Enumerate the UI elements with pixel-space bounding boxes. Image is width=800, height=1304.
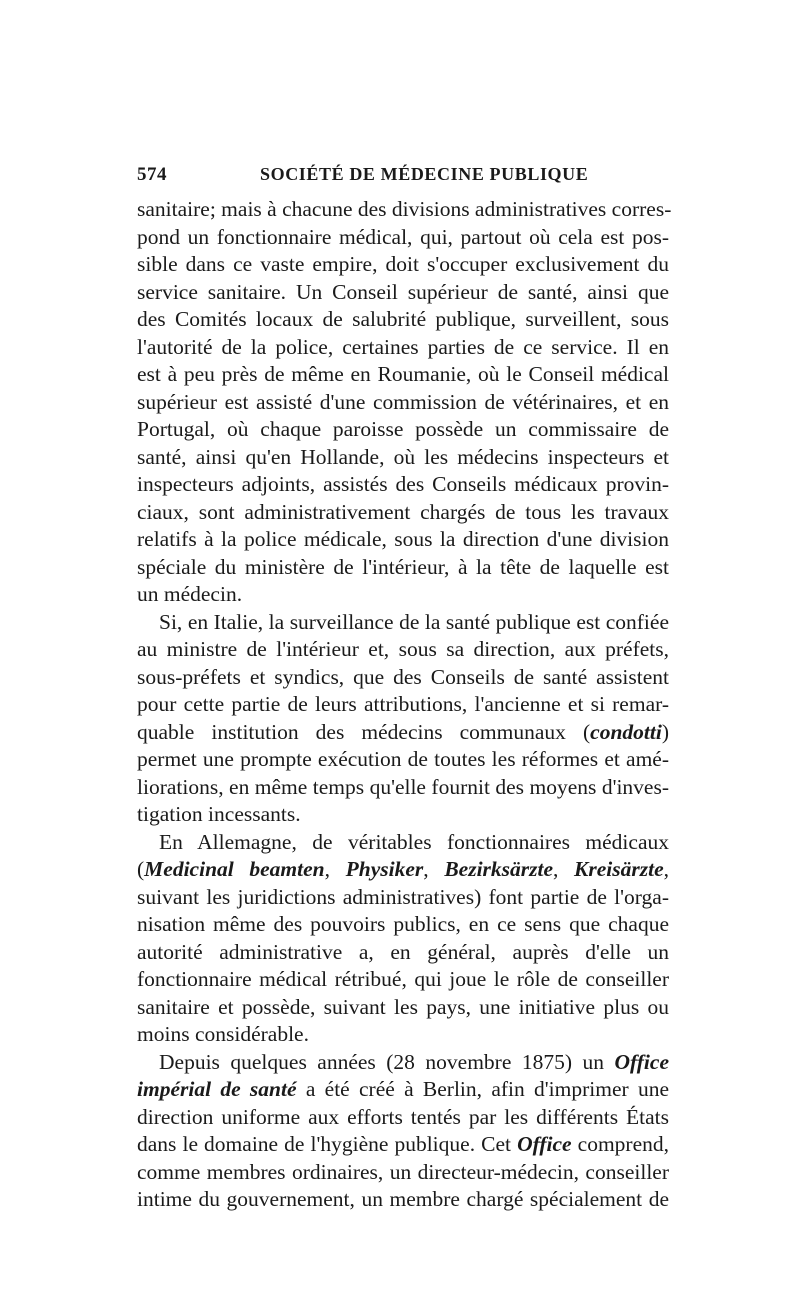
- text-line: comme membres ordinaires, un directeur-médecin, conseiller: [137, 1159, 669, 1184]
- page-header: [137, 164, 669, 190]
- text-line: intime du gouvernement, un membre chargé spécialement de: [137, 1187, 669, 1211]
- text-line: suivant les juridictions administratives) font partie de l'orga-: [137, 884, 669, 909]
- text-line: au ministre de l'intérieur et, sous sa direction, aux préfets,: [137, 637, 669, 661]
- text-line: l'autorité de la police, certaines parties de ce service. Il en: [137, 334, 669, 359]
- text-line: inspecteurs adjoints, assistés des Conseils médicaux provin-: [137, 472, 669, 496]
- text-line: est à peu près de même en Roumanie, où le Conseil médical: [137, 362, 669, 386]
- text-line: direction uniforme aux efforts tentés par les différents États: [137, 1104, 669, 1129]
- text-line: dans le domaine de l'hygiène publique. Cet Office comprend,: [137, 1132, 669, 1156]
- text-line: pour cette partie de leurs attributions, l'ancienne et si remar-: [137, 692, 669, 716]
- text-line: spéciale du ministère de l'intérieur, à la tête de laquelle est: [137, 554, 669, 579]
- text-line: des Comités locaux de salubrité publique, surveillent, sous: [137, 307, 669, 331]
- text-line: pond un fonctionnaire médical, qui, partout où cela est pos-: [137, 224, 669, 249]
- text-line: liorations, en même temps qu'elle fournit des moyens d'inves-: [137, 774, 669, 799]
- text-line: fonctionnaire médical rétribué, qui joue le rôle de conseiller: [137, 967, 669, 991]
- text-line: un médecin.: [137, 582, 243, 606]
- text-line: sous-préfets et syndics, que des Conseils de santé assistent: [137, 664, 669, 689]
- page-number: 574: [137, 164, 167, 185]
- text-line: autorité administrative a, en général, auprès d'elle un: [137, 939, 669, 964]
- body-text: [137, 196, 672, 1214]
- text-line: ciaux, sont administrativement chargés de tous les travaux: [137, 499, 669, 524]
- text-line: sanitaire et possède, suivant les pays, une initiative plus ou: [137, 994, 669, 1019]
- text-line: permet une prompte exécution de toutes les réformes et amé-: [137, 747, 669, 771]
- text-line: (Medicinal beamten, Physiker, Bezirksärzte, Kreisärzte,: [137, 857, 670, 881]
- running-title: SOCIÉTÉ DE MÉDECINE PUBLIQUE: [260, 164, 589, 184]
- text-line: En Allemagne, de véritables fonctionnaires médicaux: [159, 829, 669, 854]
- text-line: sible dans ce vaste empire, doit s'occuper exclusivement du: [137, 252, 669, 276]
- text-line: relatifs à la police médicale, sous la direction d'une division: [137, 527, 669, 551]
- text-line: Si, en Italie, la surveillance de la santé publique est confiée: [159, 609, 669, 634]
- text-line: moins considérable.: [137, 1022, 309, 1046]
- text-line: nisation même des pouvoirs publics, en ce sens que chaque: [137, 912, 669, 936]
- text-line: santé, ainsi qu'en Hollande, où les médecins inspecteurs et: [137, 444, 669, 469]
- text-line: impérial de santé a été créé à Berlin, afin d'imprimer une: [137, 1077, 670, 1101]
- text-line: Portugal, où chaque paroisse possède un commissaire de: [137, 417, 669, 441]
- text-line: service sanitaire. Un Conseil supérieur de santé, ainsi que: [137, 279, 669, 304]
- text-line: quable institution des médecins communaux (condotti): [137, 719, 669, 744]
- text-line: sanitaire; mais à chacune des divisions administratives corres-: [137, 197, 672, 221]
- text-line: Depuis quelques années (28 novembre 1875) un Office: [159, 1049, 669, 1074]
- text-line: tigation incessants.: [137, 802, 301, 826]
- text-line: supérieur est assisté d'une commission de vétérinaires, et en: [137, 389, 669, 414]
